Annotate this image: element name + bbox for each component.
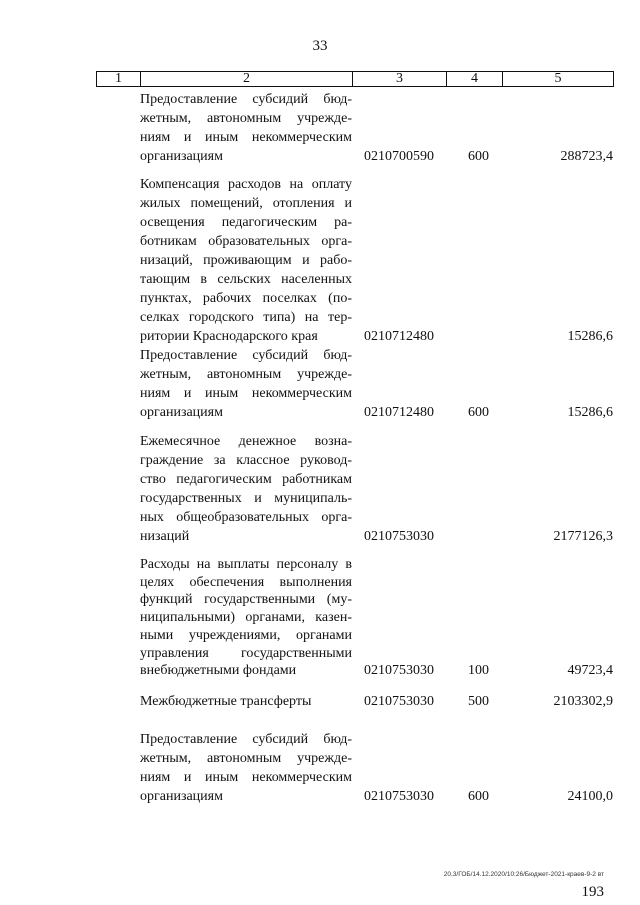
desc-line: жетным, автономным учрежде-: [140, 111, 352, 126]
table-row: [96, 730, 613, 806]
row-description: [140, 175, 352, 346]
row-amount: 15286,6: [567, 329, 613, 344]
row-amount: 24100,0: [567, 789, 613, 804]
desc-line: ных общеобразовательных орга-: [140, 510, 352, 525]
sheet-number: 193: [581, 884, 604, 900]
row-description: [140, 432, 352, 546]
header-col-1: 1: [97, 72, 141, 87]
row-amount: 2103302,9: [553, 694, 613, 709]
table-row: [96, 90, 613, 166]
desc-line: Ежемесячное денежное возна-: [140, 434, 352, 449]
row-amount: 288723,4: [560, 149, 613, 164]
row-description: [140, 730, 352, 806]
desc-line: организациям: [140, 149, 223, 164]
desc-line: селках городского типа) на тер-: [140, 310, 352, 325]
row-amount: 2177126,3: [553, 529, 613, 544]
desc-line: Предоставление субсидий бюд-: [140, 92, 352, 107]
desc-line: Расходы на выплаты персоналу в: [140, 557, 352, 572]
desc-line: управления государственными: [140, 645, 352, 661]
row-expense-type: 600: [468, 789, 489, 804]
desc-line: организациям: [140, 405, 223, 420]
desc-line: тающим в сельских населенных: [140, 272, 352, 287]
desc-line: ство педагогическим работникам: [140, 472, 352, 487]
row-expense-type: 600: [468, 149, 489, 164]
row-code: 0210753030: [364, 529, 434, 544]
table-row: [96, 346, 613, 422]
row-amount: 15286,6: [567, 405, 613, 420]
desc-line: Предоставление субсидий бюд-: [140, 732, 352, 747]
table-row: [96, 556, 613, 680]
desc-line: государственных и муниципаль-: [140, 491, 352, 506]
desc-line: внебюджетными фондами: [140, 663, 297, 679]
desc-line: пунктах, рабочих поселках (по-: [140, 291, 352, 306]
header-col-3: 3: [353, 72, 447, 87]
row-expense-type: 500: [468, 694, 489, 709]
header-col-2: 2: [141, 72, 353, 87]
desc-line: низаций, проживающим и рабо-: [140, 253, 352, 268]
document-stamp: 20.3/ГОБ/14.12.2020/10:26/Бюджет-2021-краев-9-2 вт: [443, 871, 604, 878]
desc-line: ными учреждениями, органами: [140, 627, 352, 643]
page-number: 33: [312, 38, 328, 54]
row-code: 0210712480: [364, 329, 434, 344]
row-code: 0210700590: [364, 149, 434, 164]
table-row: [96, 432, 613, 546]
row-expense-type: 100: [468, 663, 489, 678]
table-row: [96, 175, 613, 346]
desc-line: жетным, автономным учрежде-: [140, 751, 352, 766]
row-amount: 49723,4: [567, 663, 613, 678]
row-code: 0210753030: [364, 663, 434, 678]
table-header: [96, 71, 614, 87]
desc-line: ритории Краснодарского края: [140, 329, 318, 344]
row-code: 0210712480: [364, 405, 434, 420]
desc-line: ниям и иным некоммерческим: [140, 130, 352, 145]
desc-line: функций государственными (му-: [140, 592, 352, 608]
table-row: [96, 692, 613, 711]
header-col-5: 5: [503, 72, 614, 87]
row-description: [140, 90, 352, 166]
row-code: 0210753030: [364, 789, 434, 804]
desc-line: Межбюджетные трансферты: [140, 694, 312, 709]
desc-line: Компенсация расходов на оплату: [140, 177, 352, 192]
row-description: [140, 556, 352, 680]
desc-line: Предоставление субсидий бюд-: [140, 348, 352, 363]
desc-line: организациям: [140, 789, 223, 804]
header-col-4: 4: [447, 72, 503, 87]
desc-line: ниципальными) органами, казен-: [140, 610, 352, 626]
row-description: [140, 692, 352, 711]
desc-line: освещения педагогическим ра-: [140, 215, 352, 230]
desc-line: жетным, автономным учрежде-: [140, 367, 352, 382]
row-code: 0210753030: [364, 694, 434, 709]
desc-line: граждение за классное руковод-: [140, 453, 352, 468]
desc-line: ботникам образовательных орга-: [140, 234, 352, 249]
desc-line: целях обеспечения выполнения: [140, 574, 352, 590]
desc-line: ниям и иным некоммерческим: [140, 386, 352, 401]
desc-line: низаций: [140, 529, 190, 544]
row-description: [140, 346, 352, 422]
desc-line: ниям и иным некоммерческим: [140, 770, 352, 785]
row-expense-type: 600: [468, 405, 489, 420]
desc-line: жилых помещений, отопления и: [140, 196, 352, 211]
